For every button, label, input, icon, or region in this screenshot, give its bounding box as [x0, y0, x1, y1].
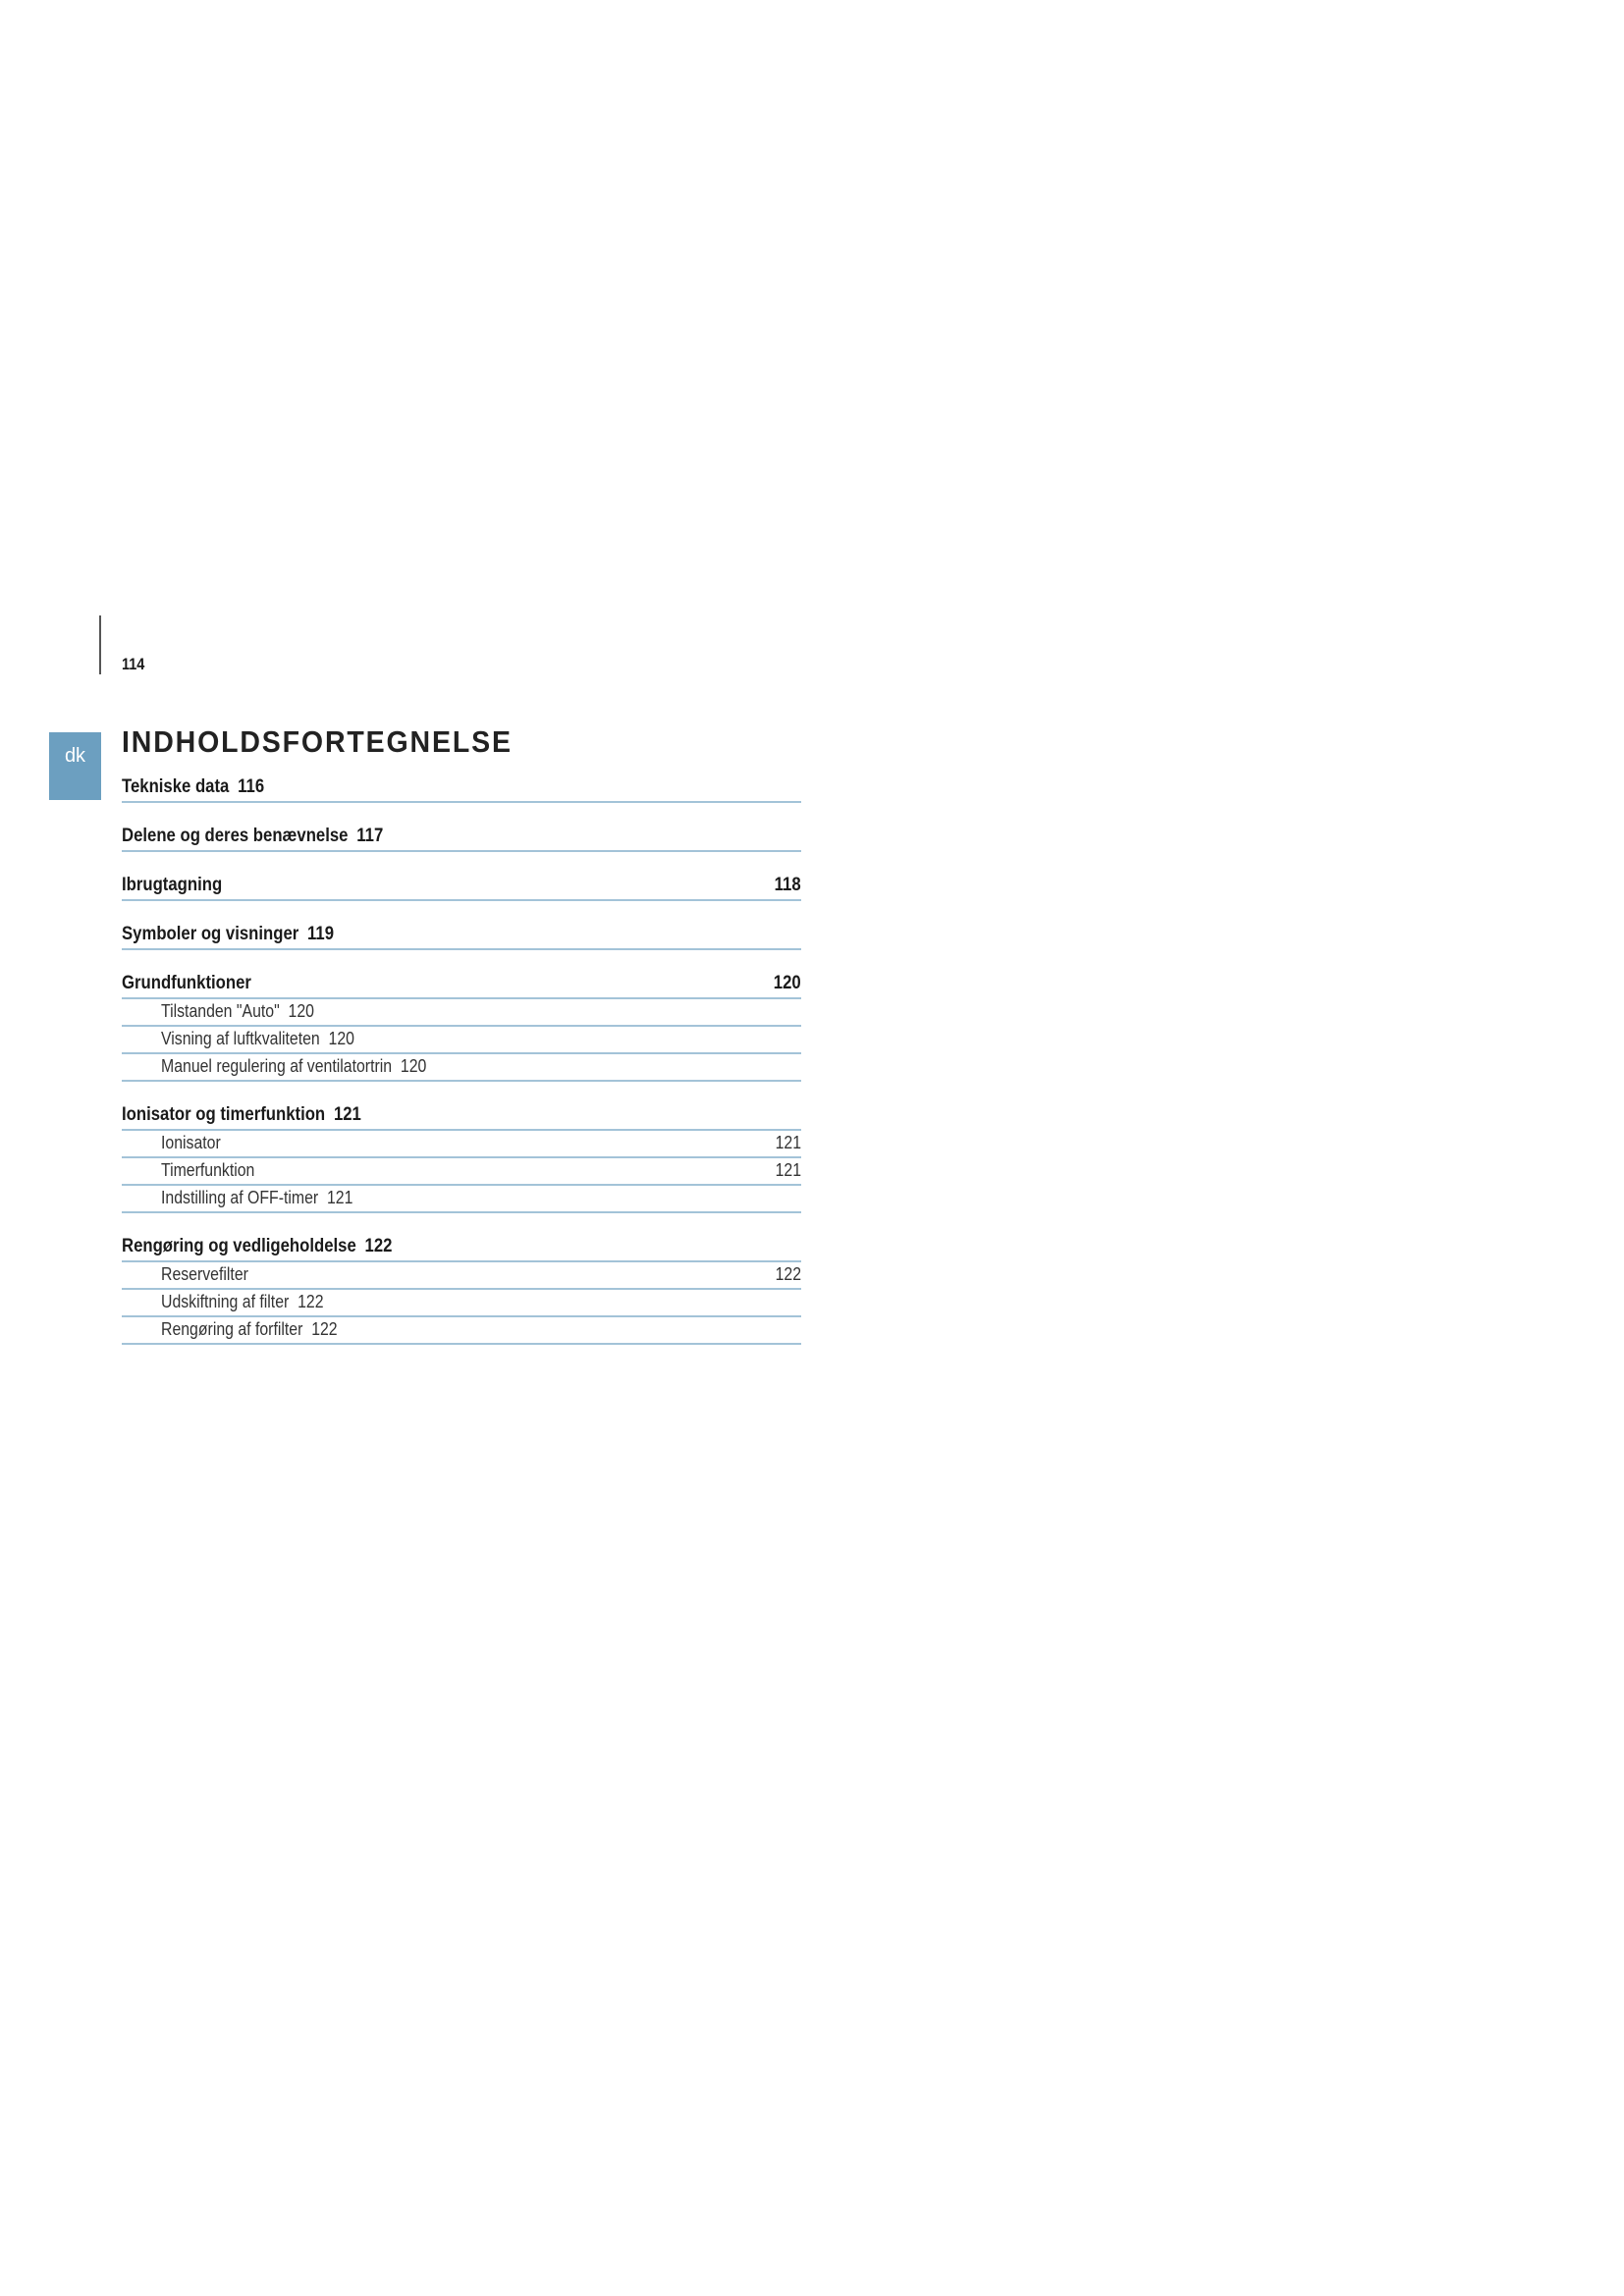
toc-section-heading-page-number: 117	[356, 826, 384, 846]
page-margin-rule	[99, 615, 101, 674]
toc-subitem[interactable]	[122, 1262, 801, 1290]
toc-subitem-page-number: 120	[400, 1056, 427, 1076]
toc-section-heading[interactable]	[122, 817, 801, 852]
toc-subitem[interactable]	[122, 1158, 801, 1186]
toc-subitem-label	[161, 1189, 352, 1206]
toc-subitem-label	[161, 1293, 324, 1310]
toc-section-heading-label	[122, 925, 334, 943]
toc-section-heading-label	[122, 777, 264, 796]
toc-section-heading-title: Tekniske data	[122, 776, 230, 797]
toc-section-heading-page-number: 119	[307, 924, 335, 944]
toc-section	[122, 768, 801, 803]
toc-subitem-page-number: 120	[328, 1029, 354, 1048]
toc-section	[122, 866, 801, 901]
toc-section-heading-label	[122, 1237, 392, 1255]
toc-section-heading-label	[122, 827, 383, 845]
toc-section-heading-page-number: 120	[774, 973, 801, 993]
toc-section-heading[interactable]	[122, 964, 801, 999]
toc-section-heading-title: Grundfunktioner	[122, 973, 251, 993]
toc-subitem-title: Indstilling af OFF-timer	[161, 1188, 319, 1207]
toc-subitem[interactable]	[122, 1054, 801, 1082]
toc-section-heading-page-number: 122	[364, 1236, 393, 1256]
toc-subitem-title: Manuel regulering af ventilatortrin	[161, 1056, 393, 1076]
toc-section-heading-title: Ibrugtagning	[122, 875, 223, 895]
toc-subitem[interactable]	[122, 1290, 801, 1317]
toc-subitem[interactable]	[122, 1317, 801, 1345]
toc-subitem-title: Ionisator	[161, 1133, 221, 1152]
toc-section	[122, 817, 801, 852]
toc-section-heading-title: Rengøring og vedligeholdelse	[122, 1236, 356, 1256]
toc-section-heading-title: Ionisator og timerfunktion	[122, 1104, 326, 1125]
toc-subitem[interactable]	[122, 1131, 801, 1158]
toc-subitem[interactable]	[122, 1186, 801, 1213]
toc-title: INDHOLDSFORTEGNELSE	[122, 724, 513, 759]
toc-sections	[122, 768, 801, 1345]
toc-subitem-title: Reservefilter	[161, 1264, 248, 1284]
toc-section-heading-title: Symboler og visninger	[122, 924, 299, 944]
toc-section-heading-label	[122, 974, 251, 992]
toc-section-heading-page-number: 121	[333, 1104, 361, 1125]
toc-section-heading[interactable]	[122, 866, 801, 901]
toc-subitem-page-number: 122	[311, 1319, 338, 1339]
toc-section	[122, 915, 801, 950]
toc-section-heading-page-number: 116	[238, 776, 265, 797]
toc-section	[122, 964, 801, 1082]
toc-subitem-title: Udskiftning af filter	[161, 1292, 290, 1311]
toc-section-heading[interactable]	[122, 768, 801, 803]
toc-subitem-page-number: 122	[775, 1264, 801, 1284]
toc-subitem-title: Timerfunktion	[161, 1160, 255, 1180]
toc-section-heading-label	[122, 876, 222, 894]
toc-section-heading-title: Delene og deres benævnelse	[122, 826, 349, 846]
toc-section-heading[interactable]	[122, 915, 801, 950]
toc-section-heading[interactable]	[122, 1095, 801, 1131]
toc-section	[122, 1227, 801, 1345]
toc-subitem[interactable]	[122, 1027, 801, 1054]
language-tab: dk	[49, 732, 101, 800]
toc-subitem-title: Rengøring af forfilter	[161, 1319, 303, 1339]
toc-subitem-title: Visning af luftkvaliteten	[161, 1029, 320, 1048]
table-of-contents	[122, 726, 801, 1345]
toc-subitem-label	[161, 1030, 354, 1047]
toc-subitem-label	[161, 1002, 314, 1020]
toc-subitem-label	[161, 1134, 221, 1151]
toc-subitem-title: Tilstanden "Auto"	[161, 1001, 280, 1021]
toc-subitem-label	[161, 1320, 338, 1338]
toc-subitem-label	[161, 1057, 426, 1075]
toc-section-heading[interactable]	[122, 1227, 801, 1262]
page-number: 114	[122, 655, 145, 673]
toc-section	[122, 1095, 801, 1213]
toc-subitem-page-number: 122	[298, 1292, 324, 1311]
toc-subitem[interactable]	[122, 999, 801, 1027]
toc-subitem-page-number: 121	[327, 1188, 353, 1207]
toc-subitem-page-number: 121	[775, 1133, 801, 1152]
toc-subitem-label	[161, 1161, 254, 1179]
toc-subitem-label	[161, 1265, 248, 1283]
toc-subitem-page-number: 121	[775, 1160, 801, 1180]
toc-section-heading-label	[122, 1105, 361, 1124]
toc-section-heading-page-number: 118	[775, 875, 801, 895]
toc-subitem-page-number: 120	[288, 1001, 314, 1021]
